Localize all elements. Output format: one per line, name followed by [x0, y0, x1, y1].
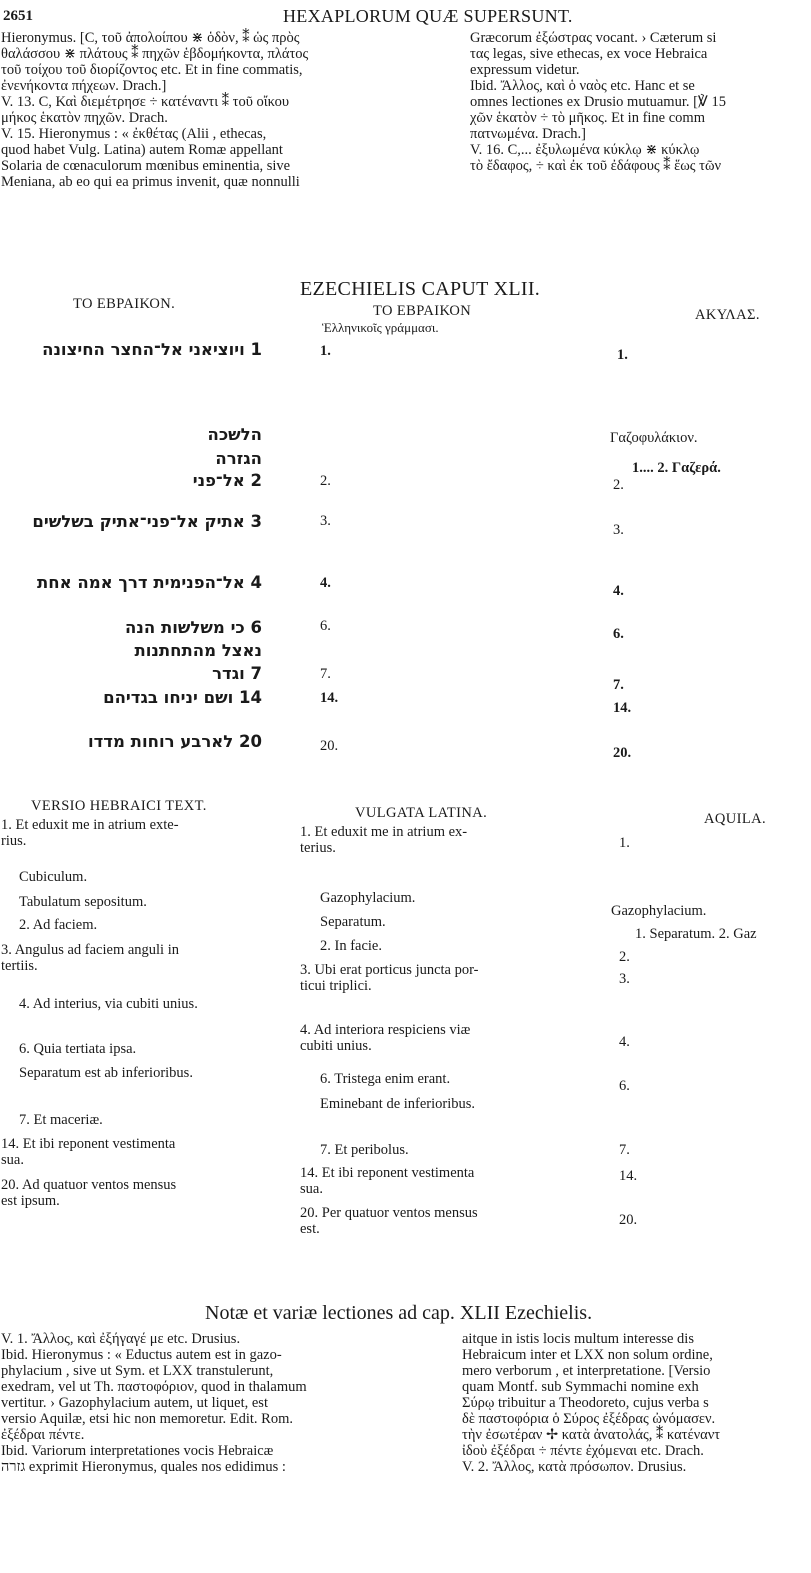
translit-num: 2. [320, 473, 331, 489]
translit-num: 7. [320, 666, 331, 682]
versio-entry: 14. Et ibi reponent vestimenta sua. [1, 1136, 176, 1168]
aquila-latin-entry: 3. [619, 971, 630, 987]
aquila-latin-entry: 14. [619, 1168, 638, 1184]
top-notes-left [1, 30, 421, 190]
running-title: HEXAPLORUM QUÆ SUPERSUNT. [283, 6, 573, 26]
note-line: V. 15. Hieronymus : « ἐκθέτας (Alii , ethecas, [1, 126, 267, 142]
vulgata-entry: 3. Ubi erat porticus juncta por- ticui triplici. [300, 962, 479, 994]
versio-entry: Tabulatum sepositum. [19, 894, 147, 910]
aquila-greek-line: 20. [613, 745, 632, 761]
translit-num: 6. [320, 618, 331, 634]
note-line: exedram, vel ut Th. παστοφόριον, quod in thalamum [1, 1379, 307, 1395]
hebrew-line: הגזרה [215, 449, 262, 468]
note-line: גזרה exprimit Hieronymus, quales nos edidimus : [1, 1459, 286, 1475]
note-line: Ibid. Hieronymus : « Eductus autem est in gazo- [1, 1347, 282, 1363]
col-header-versio: VERSIO HEBRAICI TEXT. [31, 798, 207, 814]
notes-left [1, 1331, 307, 1475]
col-subheader-translit: Ἑλληνικοῖς γράμμασι. [322, 320, 439, 335]
hebrew-line: 4 אל־הפנימית דרך אמה אחת [37, 573, 262, 592]
note-line: τοῦ τοίχου τοῦ διορίζοντος etc. Et in fine commatis, [1, 62, 303, 78]
aquila-latin-entry: 6. [619, 1078, 630, 1094]
translit-num: 20. [320, 738, 339, 754]
vulgata-entry: Separatum. [320, 914, 386, 930]
aquila-greek-line: Γαζοφυλάκιον. [610, 430, 698, 446]
hebrew-line: 1 ויוציאני אל־החצר החיצונה [42, 340, 262, 359]
aquila-latin-entry: 1. Separatum. 2. Gaz [635, 926, 757, 942]
note-line: phylacium , sive ut Sym. et LXX transtulerunt, [1, 1363, 274, 1379]
versio-entry: 4. Ad interius, via cubiti unius. [19, 996, 198, 1012]
versio-entry: 7. Et maceriæ. [19, 1112, 103, 1128]
hebrew-line: 14 ושם יניחו בגדיהם [103, 688, 262, 707]
versio-entry: 20. Ad quatuor ventos mensus est ipsum. [1, 1177, 177, 1209]
hebrew-line: 20 לארבע רוחות מדדו [87, 732, 262, 751]
aquila-greek-line: 1. [617, 347, 628, 363]
vulgata-entry: 14. Et ibi reponent vestimenta sua. [300, 1165, 475, 1197]
versio-entry: 3. Angulus ad faciem anguli in tertiis. [1, 942, 179, 974]
note-line: mero verborum , et interpretatione. [Versio [462, 1363, 711, 1379]
note-line: versio Aquilæ, etsi hic non memoretur. Edit. Rom. [1, 1411, 293, 1427]
translit-num: 1. [320, 343, 331, 359]
col-header-aquila-greek: ΑΚΥΛΑΣ. [695, 307, 760, 323]
translit-num: 14. [320, 690, 339, 706]
chapter-title: EZECHIELIS CAPUT XLII. [300, 278, 541, 300]
note-line: Hebraicum inter et LXX non solum ordine, [462, 1347, 713, 1363]
aquila-latin-entry: 2. [619, 949, 630, 965]
vulgata-entry: 6. Tristega enim erant. [320, 1071, 451, 1087]
note-line: V. 16. C,... ἐξυλωμένα κύκλῳ ⋇ κύκλῳ [470, 142, 700, 158]
aquila-latin-entry: 7. [619, 1142, 630, 1158]
note-line: δὲ παστοφόρια ὁ Σύρος ἐξέδρας ὠνόμασεν. [462, 1411, 716, 1427]
note-line: Græcorum ἐξώστρας vocant. › Cæterum si [470, 30, 717, 46]
note-line: Ibid. Ἄλλος, καὶ ὁ ναὸς etc. Hanc et se [470, 78, 695, 94]
note-line: V. 1. Ἄλλος, καὶ ἐξήγαγέ με etc. Drusius. [1, 1331, 241, 1347]
versio-entry: 6. Quia tertiata ipsa. [19, 1041, 137, 1057]
vulgata-entry: Eminebant de inferioribus. [320, 1096, 476, 1112]
notes-title: Notæ et variæ lectiones ad cap. XLII Ezechielis. [205, 1302, 593, 1324]
vulgata-entry: 1. Et eduxit me in atrium ex- terius. [300, 824, 468, 856]
col-header-aquila-latin: AQUILA. [704, 811, 766, 827]
hebrew-line: 3 אתיק אל־פני־אתיק בשלשים [32, 512, 262, 531]
note-line: ἐξέδραι πέντε. [1, 1427, 85, 1443]
note-line: omnes lectiones ex Drusio mutuamur. [℣ 15 [470, 94, 726, 110]
hebrew-line: נאצל מהתחתנות [134, 641, 262, 660]
note-line: τὸ ἔδαφος, ÷ καὶ ἐκ τοῦ ἐδάφους ⁑ ἕως τῶν [470, 158, 722, 174]
note-line: τὴν ἐσωτέραν ✢ κατὰ ἀνατολάς, ⁑ κατέναντ [462, 1427, 721, 1443]
notes-right [462, 1331, 720, 1475]
note-line: θαλάσσου ⋇ πλάτους ⁑ πηχῶν ἑβδομήκοντα, πλάτος [1, 46, 309, 62]
note-line: ἰδοὺ ἐξέδραι ÷ πέντε ἐχόμεναι etc. Drach. [462, 1443, 704, 1459]
vulgata-entry: 4. Ad interiora respiciens viæ cubiti unius. [300, 1022, 471, 1054]
note-line: τας legas, sive ethecas, ex voce Hebraica [470, 46, 708, 62]
aquila-latin-entry: 1. [619, 835, 630, 851]
aquila-greek-line: 6. [613, 626, 624, 642]
aquila-latin-entry: 20. [619, 1212, 638, 1228]
col-header-translit: ΤΟ ΕΒΡΑΙΚΟΝ [373, 303, 472, 319]
versio-entry: Cubiculum. [19, 869, 88, 885]
note-line: vertitur. › Gazophylacium autem, ut liquet, est [1, 1395, 268, 1411]
note-line: aitque in istis locis multum interesse dis [462, 1331, 694, 1347]
note-line: πατνωμένα. Drach.] [470, 126, 586, 142]
note-line: V. 2. Ἄλλος, κατὰ πρόσωπον. Drusius. [462, 1459, 687, 1475]
vulgata-entry: 2. In facie. [320, 938, 382, 954]
versio-entry: 1. Et eduxit me in atrium exte- rius. [1, 817, 179, 849]
hebrew-line: 6 כי משלשות הנה [125, 618, 262, 637]
hebrew-line: 7 וגדר [212, 664, 262, 683]
translit-num: 3. [320, 513, 331, 529]
translit-num: 4. [320, 575, 331, 591]
versio-entry: Separatum est ab inferioribus. [19, 1065, 193, 1081]
vulgata-entry: Gazophylacium. [320, 890, 416, 906]
note-line: V. 13. C, Καὶ διεμέτρησε ÷ κατέναντι ⁑ τοῦ οἴκου [1, 94, 290, 110]
aquila-greek-line: 2. [613, 477, 624, 493]
page-number: 2651 [3, 8, 33, 24]
note-line: expressum videtur. [470, 62, 580, 78]
aquila-greek-line: 1.... 2. Γαζερά. [632, 460, 721, 476]
note-line: μήκος ἑκατὸν πηχῶν. Drach. [1, 110, 168, 126]
col-header-vulgata: VULGATA LATINA. [355, 805, 488, 821]
note-line: Σύρῳ tribuitur a Theodoreto, cujus verba s [462, 1395, 709, 1411]
vulgata-entry: 7. Et peribolus. [320, 1142, 409, 1158]
aquila-greek-line: 3. [613, 522, 624, 538]
aquila-greek-line: 4. [613, 583, 624, 599]
note-line: Solaria de cœnaculorum mœnibus eminentia, sive [1, 158, 291, 174]
hebrew-line: 2 אל־פני [192, 471, 262, 490]
aquila-greek-line: 14. [613, 700, 632, 716]
note-line: Hieronymus. [C, τοῦ ἀπολοίπου ⋇ ὁδὸν, ⁑ ὡς πρὸς [1, 30, 300, 46]
hebrew-line: הלשכה [207, 425, 262, 444]
aquila-greek-line: 7. [613, 677, 624, 693]
note-line: Meniana, ab eo qui ea primus invenit, quæ nonnulli [1, 174, 300, 190]
versio-entry: 2. Ad faciem. [19, 917, 98, 933]
col-header-hebrew: ΤΟ ΕΒΡΑΙΚΟΝ. [73, 296, 176, 312]
note-line: Ibid. Variorum interpretationes vocis Hebraicæ [1, 1443, 274, 1459]
aquila-latin-entry: 4. [619, 1034, 630, 1050]
note-line: ἐνενήκοντα πήχεων. Drach.] [1, 78, 167, 94]
aquila-latin-entry: Gazophylacium. [611, 903, 707, 919]
top-notes-right [470, 30, 810, 174]
note-line: quod habet Vulg. Latina) autem Romæ appellant [1, 142, 283, 158]
note-line: χῶν ἑκατὸν ÷ τὸ μῆκος. Et in fine comm [470, 110, 705, 126]
vulgata-entry: 20. Per quatuor ventos mensus est. [300, 1205, 478, 1237]
note-line: quam Montf. sub Symmachi nomine exh [462, 1379, 699, 1395]
